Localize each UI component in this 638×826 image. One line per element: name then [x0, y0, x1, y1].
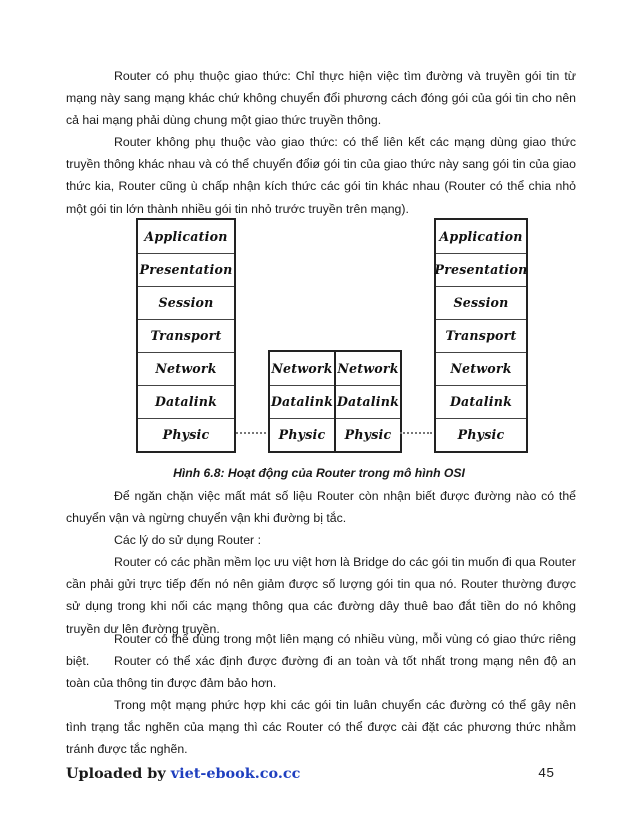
paragraph-route-detection: Để ngăn chặn việc mất mát số liệu Router còn nhận biết được đường nào có thể chuyển vận và ngừng chuyển vận khi đường bị tắc. [66, 489, 576, 526]
physical-link-right [400, 432, 432, 434]
paragraph-multi-region: Router có thể dùng trong một liên mạng có nhiều vùng, mỗi vùng có giao thức riêng biệt. [66, 632, 576, 669]
right-layer-datalink: Datalink [436, 385, 526, 419]
physical-link-left [236, 432, 266, 434]
right-layer-presentation: Presentation [436, 253, 526, 287]
router-stack-left [268, 350, 336, 453]
left-layer-application: Application [138, 220, 234, 254]
left-layer-datalink: Datalink [138, 385, 234, 419]
paragraph-safe-route: Router có thể xác định được đường đi an toàn và tốt nhất trong mạng nên độ an toàn của thông tin được đảm bảo hơn. [66, 654, 576, 691]
left-layer-session: Session [138, 286, 234, 320]
paragraph-filtering: Router có các phần mềm lọc ưu việt hơn là Bridge do các gói tin muốn đi qua Router cần phải gửi trực tiếp đến nó nên giảm được số lượng gói tin qua nó. Router thường được sử dụng trong khi nối các mạng thông qua các đường dây thuê bao đắt tiền do nó không truyền dư lên đường truyền. [66, 555, 576, 636]
router-stack-right [334, 350, 402, 453]
page-number: 45 [538, 767, 555, 782]
paragraph-router-protocol-independent: Router không phụ thuộc vào giao thức: có thể liên kết các mạng dùng giao thức truyền thông khác nhau và có thể chuyển đổiø gói tin của giao thức này sang gói tin của giao thức kia, Router cũng ù chấp nhận kích thức các gói tin khác nhau (Router có thể chia nhỏ một gói tin lớn thành nhiều gói tin nhỏ trước truyền trên mạng). [66, 135, 576, 216]
figure-caption: Hình 6.8: Hoạt động của Router trong mô hình OSI [173, 466, 465, 480]
footer-uploaded-label: Uploaded by [66, 765, 171, 782]
left-layer-transport: Transport [138, 319, 234, 353]
right-layer-network: Network [436, 352, 526, 386]
paragraph-router-protocol-dependent: Router có phụ thuộc giao thức: Chỉ thực hiện việc tìm đường và truyền gói tin từ mạng này sang mạng khác chứ không chuyển đổi phương cách đóng gói của gói tin cho nên cả hai mạng phải dùng chung một giao thức truyền thông. [66, 69, 576, 128]
router-right-datalink: Datalink [336, 385, 400, 419]
router-left-physic: Physic [278, 427, 326, 442]
router-left-network: Network [270, 352, 334, 386]
left-osi-stack [136, 218, 236, 453]
right-osi-stack [434, 218, 528, 453]
left-layer-presentation: Presentation [138, 253, 234, 287]
paragraph-reasons-heading: Các lý do sử dụng Router : [114, 533, 261, 547]
footer-site-link[interactable]: viet-ebook.co.cc [170, 765, 301, 782]
paragraph-congestion: Trong một mạng phức hợp khi các gói tin luân chuyển các đường có thể gây nên tình trạng tắc nghẽn của mạng thì các Router có thể được cài đặt các phương thức nhằm tránh được tắc nghẽn. [66, 698, 576, 757]
right-layer-physic: Physic [457, 427, 505, 442]
router-right-physic: Physic [344, 427, 392, 442]
left-layer-physic: Physic [162, 427, 210, 442]
router-right-network: Network [336, 352, 400, 386]
footer-uploaded-by [66, 765, 300, 782]
right-layer-session: Session [436, 286, 526, 320]
left-layer-network: Network [138, 352, 234, 386]
router-left-datalink: Datalink [270, 385, 334, 419]
right-layer-transport: Transport [436, 319, 526, 353]
right-layer-application: Application [436, 220, 526, 254]
